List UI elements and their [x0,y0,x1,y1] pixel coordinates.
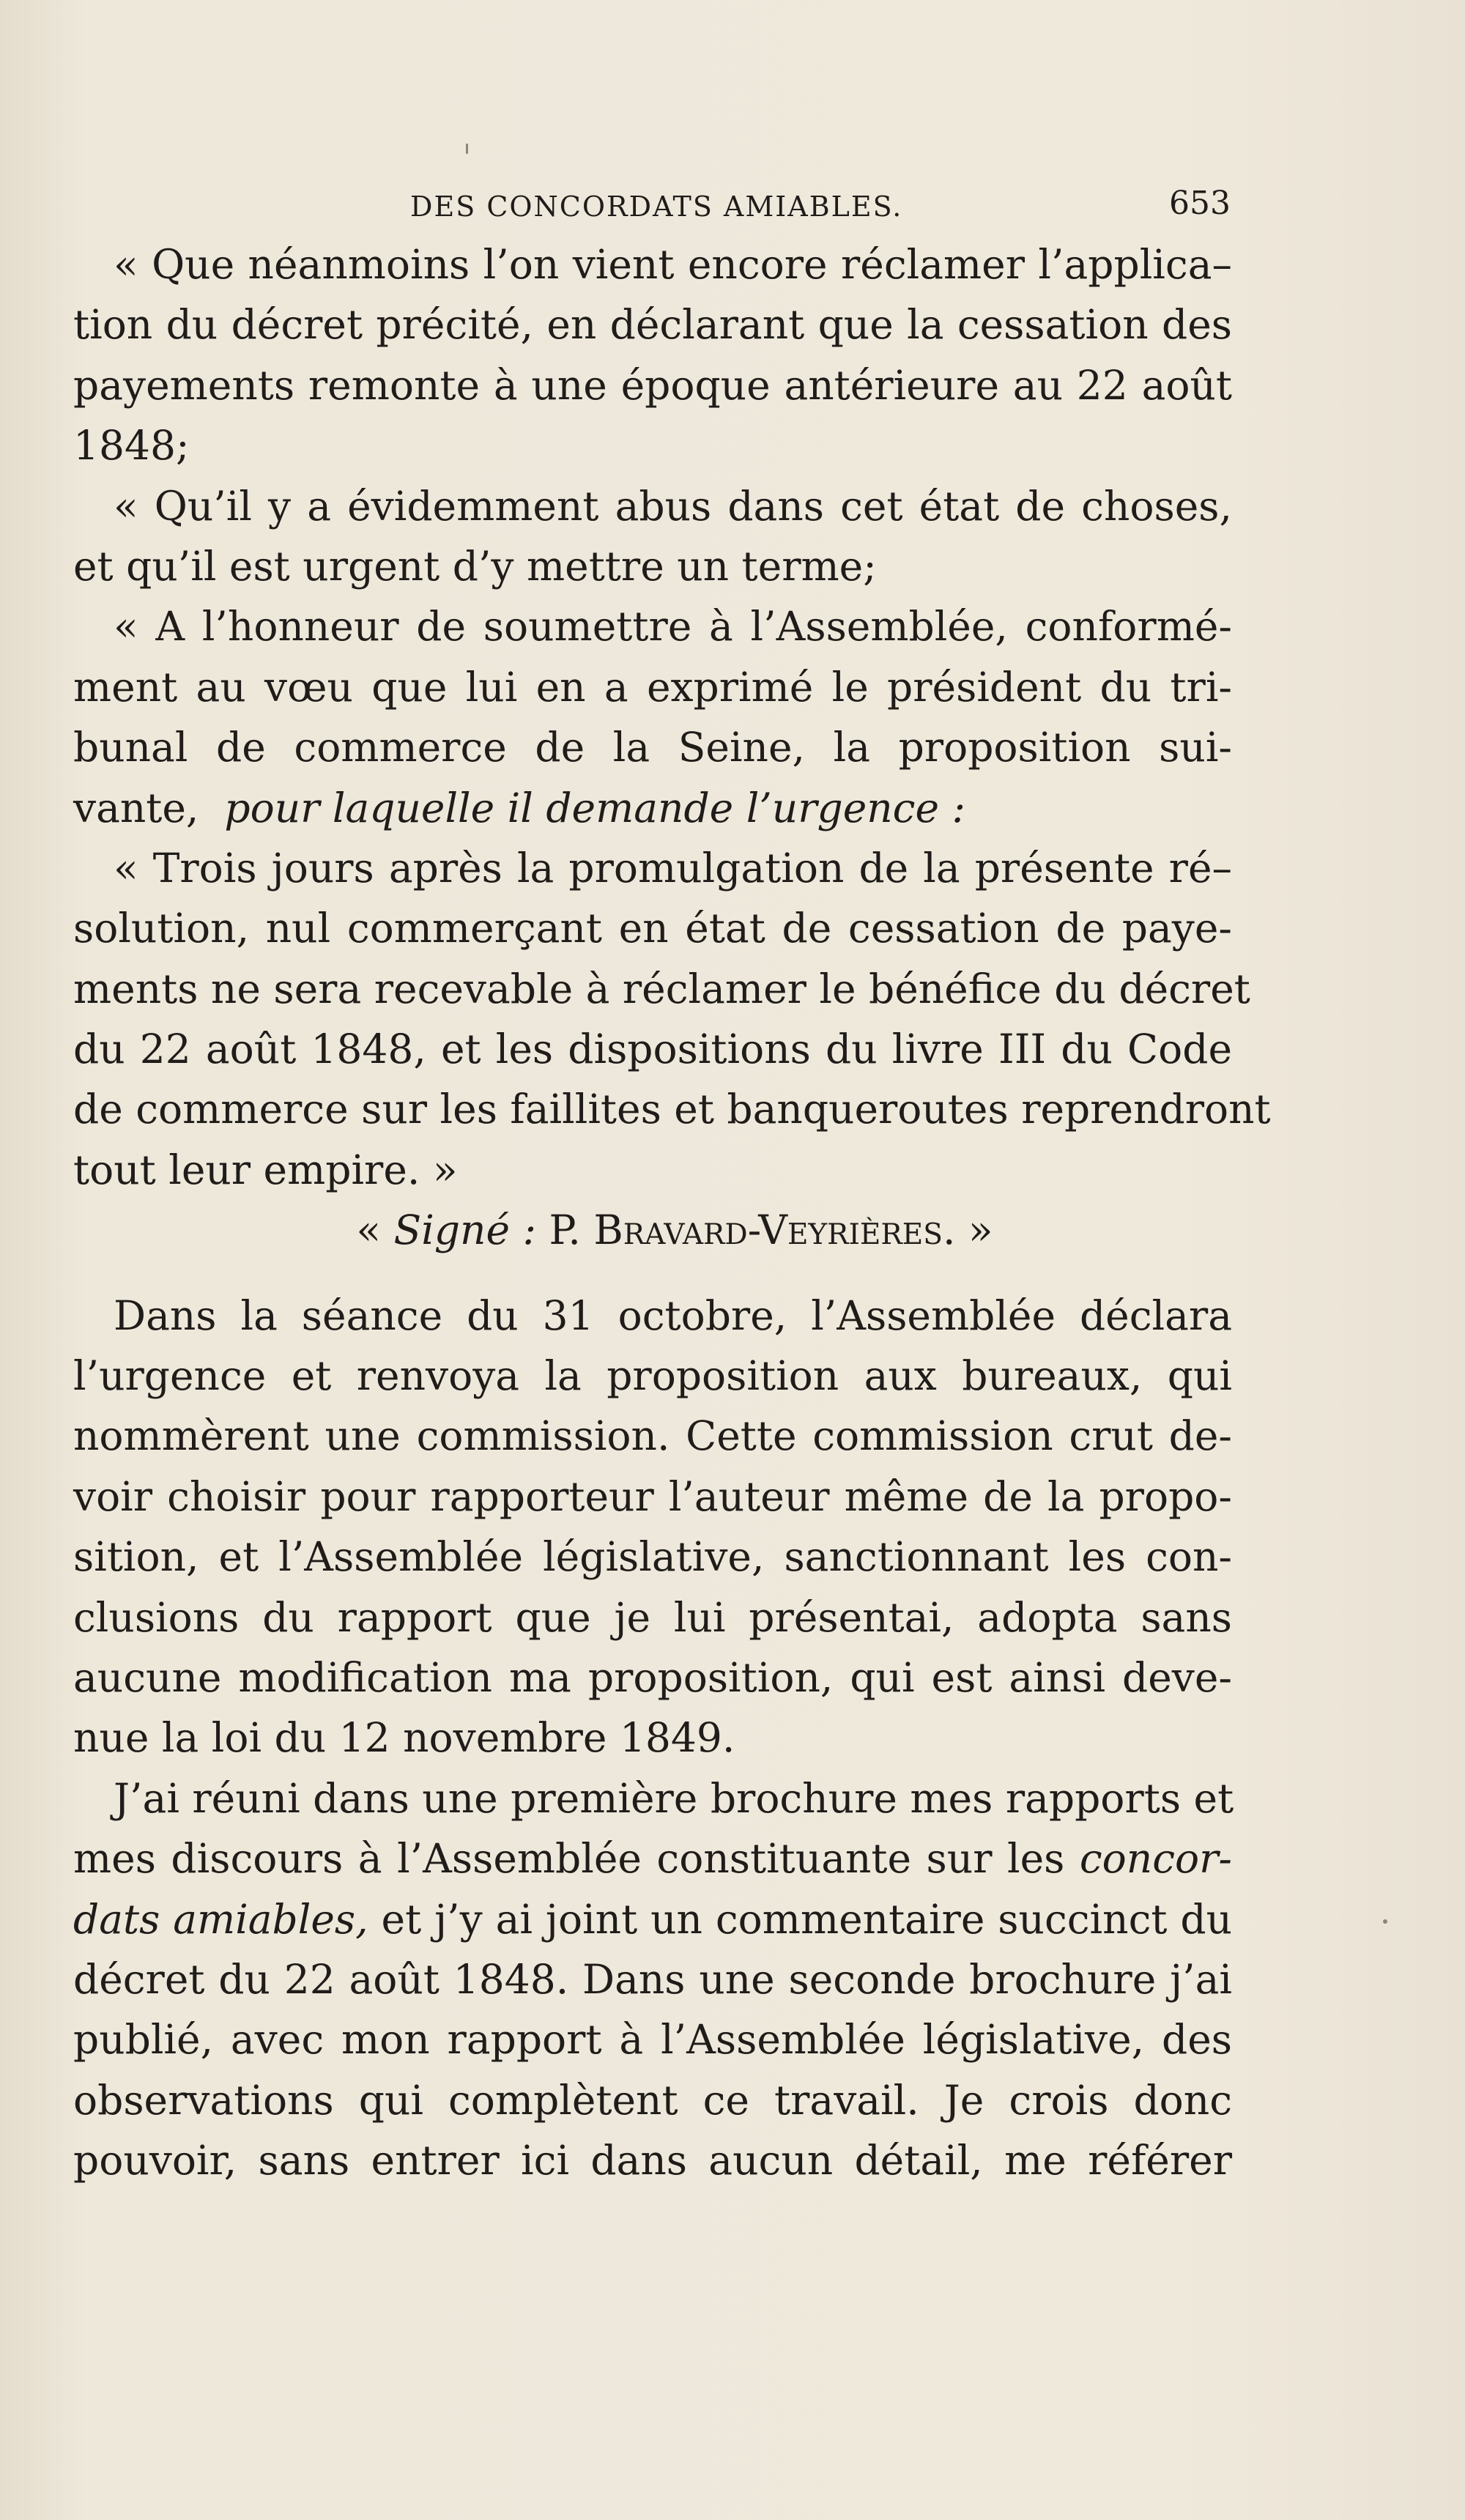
text-line: décret du 22 août 1848. Dans une seconde brochure j’ai [73,1955,1232,2003]
ink-speck [1383,1919,1387,1924]
text-line: et qu’il est urgent d’y mettre un terme; [73,542,877,590]
text-line: « Trois jours après la promulgation de la présente ré– [114,844,1232,892]
paragraph-gap [73,1261,1232,1286]
text-line: de commerce sur les faillites et banqueroutes reprendront [73,1086,1271,1133]
text-line: « A l’honneur de soumettre à l’Assemblée, conformé- [114,603,1232,651]
text-line: l’urgence et renvoya la proposition aux bureaux, qui [73,1352,1232,1400]
text-fragment: et j’y ai joint un commentaire succinct du [381,1895,1233,1943]
text-line: sition, et l’Assemblée législative, sanctionnant les con- [73,1533,1232,1581]
text-line: pouvoir, sans entrer ici dans aucun détail, me référer [73,2137,1232,2184]
signature-line [73,1200,1232,1260]
text-line [73,1889,1232,1949]
text-line: tion du décret précité, en déclarant que la cessation des [73,301,1232,349]
signe-label: Signé : [393,1207,537,1254]
text-line: voir choisir pour rapporteur l’auteur même de la propo- [73,1472,1232,1520]
text-line: nue la loi du 12 novembre 1849. [73,1714,735,1762]
quote-open: « [356,1207,382,1254]
running-head: DES CONCORDATS AMIABLES. [410,190,903,223]
text-line: bunal de commerce de la Seine, la proposition sui- [73,724,1232,771]
text-line: observations qui complètent ce travail. Je crois donc [73,2076,1232,2124]
text-line [73,778,1232,838]
signatory-name: P. Bravard-Veyrières. [549,1207,956,1254]
text-line [73,1828,1232,1889]
text-fragment: mes discours à l’Assemblée constituante sur les [73,1835,1065,1883]
text-line: clusions du rapport que je lui présentai, adopta sans [73,1593,1232,1641]
italic-text: pour laquelle il demande l’urgence : [224,784,966,831]
text-line: 1848; [73,422,190,470]
text-line: « Qu’il y a évidemment abus dans cet état de choses, [114,482,1232,530]
text-line: publié, avec mon rapport à l’Assemblée législative, des [73,2016,1232,2064]
text-line: J’ai réuni dans une première brochure mes rapports et [114,1774,1234,1822]
text-line: ment au vœu que lui en a exprimé le président du tri- [73,663,1232,711]
italic-text: dats amiables, [73,1895,368,1943]
italic-text: concor- [1079,1835,1233,1883]
text-line: ments ne sera recevable à réclamer le bénéfice du décret [73,965,1250,1012]
page-number: 653 [1169,185,1231,222]
text-line: aucune modification ma proposition, qui est ainsi deve- [73,1653,1232,1701]
text-line: payements remonte à une époque antérieure au 22 août [73,361,1232,409]
ink-speck [466,144,468,154]
text-line: tout leur empire. » [73,1146,458,1193]
text-line: « Que néanmoins l’on vient encore réclamer l’applica– [114,241,1232,288]
text-fragment: vante, [73,784,199,831]
text-line: du 22 août 1848, et les dispositions du livre III du Code [73,1026,1232,1073]
text-line: solution, nul commerçant en état de cessation de paye- [73,905,1232,952]
text-line: nommèrent une commission. Cette commission crut de- [73,1412,1232,1460]
quote-close: » [968,1207,993,1254]
body-text [73,234,1271,2191]
page-header [73,185,1231,229]
text-line: Dans la séance du 31 octobre, l’Assemblée déclara [114,1292,1232,1339]
